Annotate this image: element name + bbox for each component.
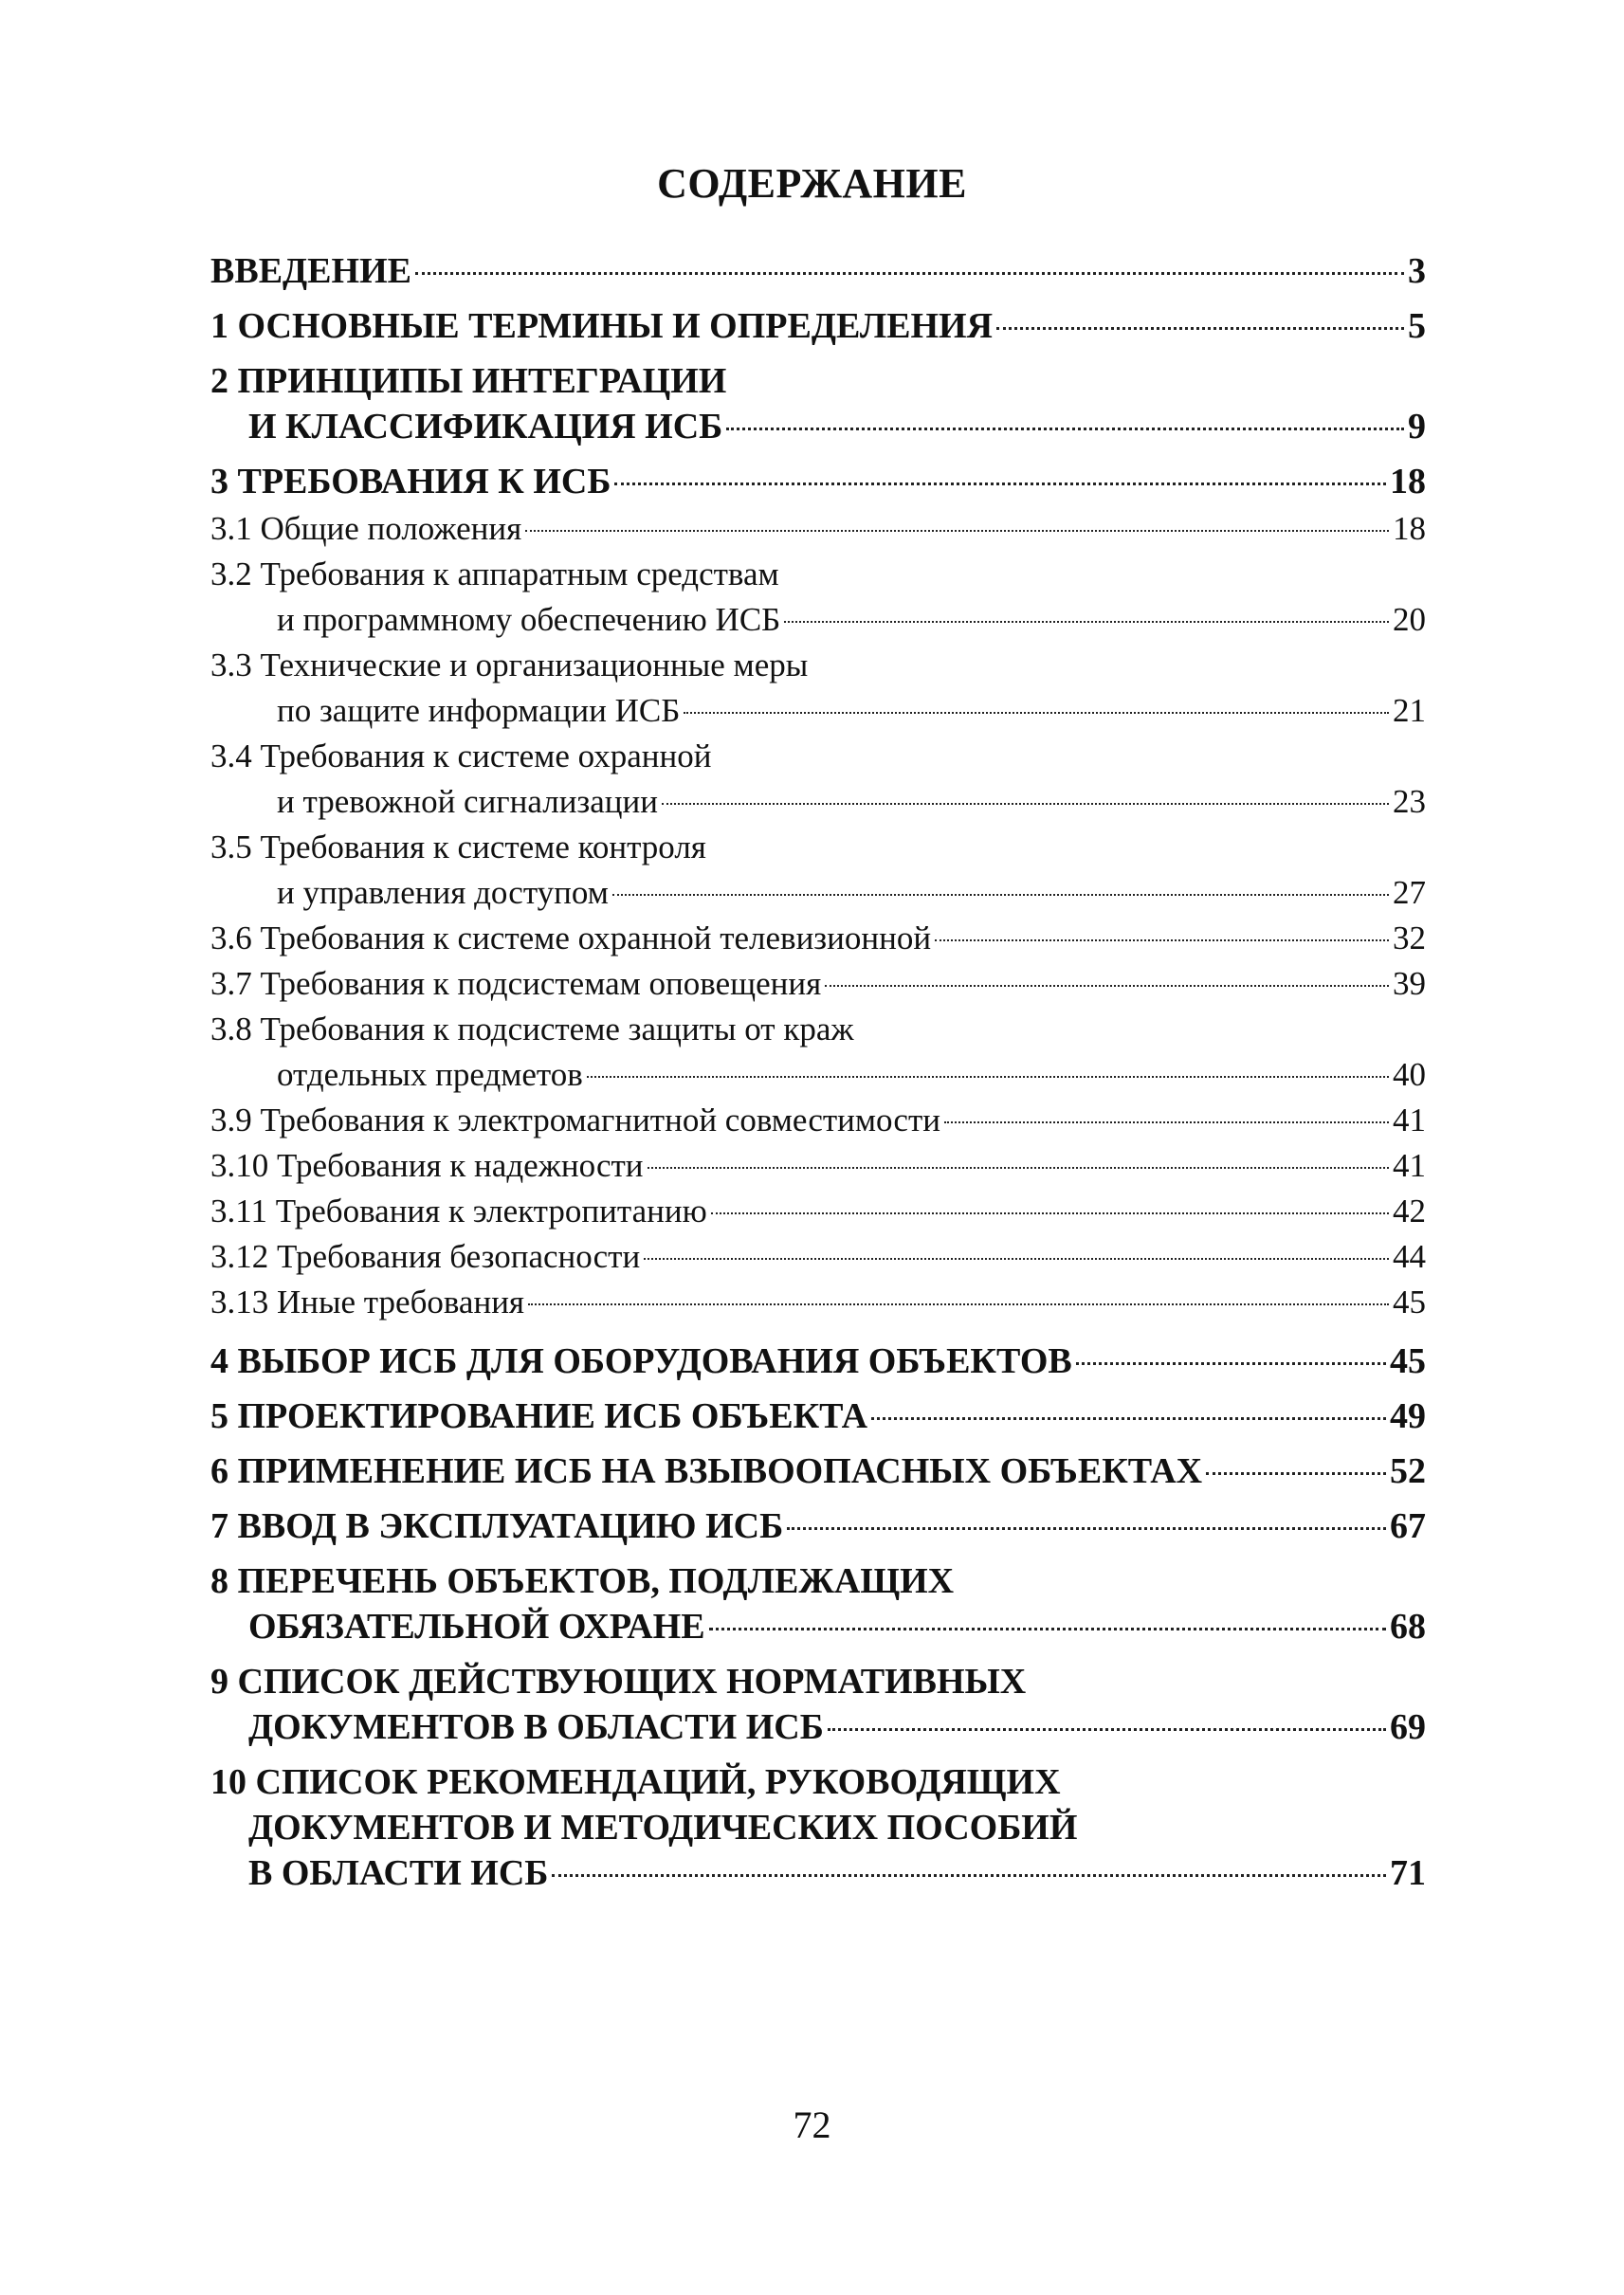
toc-page-number: 45 xyxy=(1393,1284,1426,1321)
toc-entry[interactable] xyxy=(210,1339,1426,1384)
toc-page-number: 41 xyxy=(1393,1147,1426,1184)
toc-entry[interactable] xyxy=(210,643,1426,734)
toc-entry-line xyxy=(210,506,1426,552)
toc-entry-line xyxy=(210,688,1426,734)
toc-entry[interactable] xyxy=(210,825,1426,916)
toc-entry-title: 6 ПРИМЕНЕНИЕ ИСБ НА ВЗЫВООПАСНЫХ ОБЪЕКТАХ xyxy=(210,1451,1203,1491)
toc-page-number: 23 xyxy=(1393,783,1426,820)
toc-entry[interactable] xyxy=(210,1393,1426,1439)
toc-page-number: 32 xyxy=(1393,920,1426,956)
toc-entry-line xyxy=(210,303,1426,349)
toc-page-number: 39 xyxy=(1393,965,1426,1002)
toc-entry[interactable] xyxy=(210,1234,1426,1280)
toc-entry-title: 3.10 Требования к надежности xyxy=(210,1147,644,1184)
dot-leader xyxy=(662,803,1389,805)
toc-page-number: 21 xyxy=(1393,692,1426,729)
toc-entry-line xyxy=(210,1280,1426,1325)
toc-entry-line xyxy=(210,1143,1426,1189)
toc-page-number: 9 xyxy=(1408,407,1426,446)
dot-leader xyxy=(944,1121,1389,1123)
toc-entry-line xyxy=(210,1805,1426,1850)
toc-entry-title: 3.9 Требования к электромагнитной совместимости xyxy=(210,1102,940,1138)
toc-entry-line xyxy=(210,1448,1426,1494)
toc-page-number: 18 xyxy=(1393,510,1426,547)
dot-leader xyxy=(648,1167,1389,1169)
toc-entry-line xyxy=(210,1052,1426,1098)
dot-leader xyxy=(525,530,1389,532)
toc-entry-line xyxy=(210,248,1426,294)
toc-entry[interactable] xyxy=(210,506,1426,552)
toc-entry-title: 3.1 Общие положения xyxy=(210,510,522,547)
toc-entry-title: 7 ВВОД В ЭКСПЛУАТАЦИЮ ИСБ xyxy=(210,1506,784,1546)
toc-entry-title: 3.8 Требования к подсистеме защиты от краж xyxy=(210,1011,854,1047)
dot-leader xyxy=(684,712,1389,714)
dot-leader xyxy=(711,1212,1389,1214)
toc-page-number: 44 xyxy=(1393,1238,1426,1275)
toc-entry[interactable] xyxy=(210,961,1426,1007)
dot-leader xyxy=(552,1874,1386,1877)
toc-entry-title: ВВЕДЕНИЕ xyxy=(210,251,411,291)
toc-entry-title: 3.5 Требования к системе контроля xyxy=(210,829,706,865)
table-of-contents xyxy=(210,248,1426,1905)
toc-entry-line xyxy=(210,1098,1426,1143)
toc-entry-line xyxy=(210,358,1426,404)
toc-entry-title: и программному обеспечению ИСБ xyxy=(277,601,781,638)
toc-entry-line xyxy=(210,1393,1426,1439)
toc-entry[interactable] xyxy=(210,1503,1426,1549)
toc-entry-title: 9 СПИСОК ДЕЙСТВУЮЩИХ НОРМАТИВНЫХ xyxy=(210,1662,1027,1702)
dot-leader xyxy=(644,1258,1389,1260)
toc-page-number: 52 xyxy=(1390,1451,1426,1491)
toc-entry[interactable] xyxy=(210,1280,1426,1325)
dot-leader xyxy=(871,1417,1386,1420)
toc-entry-title: 3.13 Иные требования xyxy=(210,1284,525,1321)
toc-entry-title: 10 СПИСОК РЕКОМЕНДАЦИЙ, РУКОВОДЯЩИХ xyxy=(210,1762,1061,1802)
toc-entry-title: и управления доступом xyxy=(277,874,609,911)
toc-entry-title: 4 ВЫБОР ИСБ ДЛЯ ОБОРУДОВАНИЯ ОБЪЕКТОВ xyxy=(210,1341,1072,1381)
dot-leader xyxy=(587,1076,1389,1078)
toc-entry-title: 3 ТРЕБОВАНИЯ К ИСБ xyxy=(210,462,611,501)
toc-entry[interactable] xyxy=(210,1558,1426,1649)
toc-entry-title: 3.6 Требования к системе охранной телевизионной xyxy=(210,920,932,956)
toc-entry[interactable] xyxy=(210,248,1426,294)
dot-leader xyxy=(935,939,1389,941)
toc-entry-title: 3.12 Требования безопасности xyxy=(210,1238,641,1275)
toc-entry[interactable] xyxy=(210,1098,1426,1143)
toc-entry-line xyxy=(210,1604,1426,1649)
toc-entry-title: отдельных предметов xyxy=(277,1056,583,1093)
toc-page-number: 69 xyxy=(1390,1707,1426,1747)
dot-leader xyxy=(612,894,1389,896)
toc-entry-line xyxy=(210,1659,1426,1704)
toc-entry-title: 1 ОСНОВНЫЕ ТЕРМИНЫ И ОПРЕДЕЛЕНИЯ xyxy=(210,306,994,346)
toc-entry-line xyxy=(210,1234,1426,1280)
toc-entry-title: 3.4 Требования к системе охранной xyxy=(210,738,712,774)
toc-page-number: 67 xyxy=(1390,1506,1426,1546)
toc-entry-title: 5 ПРОЕКТИРОВАНИЕ ИСБ ОБЪЕКТА xyxy=(210,1396,868,1436)
toc-entry-line xyxy=(210,1007,1426,1052)
toc-page-number: 40 xyxy=(1393,1056,1426,1093)
toc-entry-title: ДОКУМЕНТОВ И МЕТОДИЧЕСКИХ ПОСОБИЙ xyxy=(248,1808,1078,1848)
dot-leader xyxy=(528,1303,1389,1305)
toc-page-number: 49 xyxy=(1390,1396,1426,1436)
toc-entry-line xyxy=(210,643,1426,688)
toc-entry-title: ДОКУМЕНТОВ В ОБЛАСТИ ИСБ xyxy=(248,1707,824,1747)
dot-leader xyxy=(709,1628,1386,1630)
toc-entry-title: 8 ПЕРЕЧЕНЬ ОБЪЕКТОВ, ПОДЛЕЖАЩИХ xyxy=(210,1561,955,1601)
toc-entry-line xyxy=(210,552,1426,597)
toc-entry-line xyxy=(210,1704,1426,1750)
toc-entry-title: В ОБЛАСТИ ИСБ xyxy=(248,1853,549,1893)
toc-entry[interactable] xyxy=(210,1143,1426,1189)
toc-entry-line xyxy=(210,870,1426,916)
toc-page-number: 27 xyxy=(1393,874,1426,911)
toc-entry-line xyxy=(210,779,1426,825)
toc-page-number: 41 xyxy=(1393,1102,1426,1138)
toc-entry-title: И КЛАССИФИКАЦИЯ ИСБ xyxy=(248,407,723,446)
toc-page-number: 5 xyxy=(1408,306,1426,346)
toc-entry-line xyxy=(210,916,1426,961)
toc-entry-title: 3.3 Технические и организационные меры xyxy=(210,647,809,683)
toc-page-number: 71 xyxy=(1390,1853,1426,1893)
toc-entry[interactable] xyxy=(210,459,1426,504)
dot-leader xyxy=(787,1527,1386,1530)
toc-entry[interactable] xyxy=(210,303,1426,349)
toc-entry-title: 3.11 Требования к электропитанию xyxy=(210,1193,707,1229)
toc-page-number: 68 xyxy=(1390,1607,1426,1647)
dot-leader xyxy=(828,1728,1386,1731)
toc-page-number: 45 xyxy=(1390,1341,1426,1381)
toc-entry[interactable] xyxy=(210,734,1426,825)
toc-entry-title: ОБЯЗАТЕЛЬНОЙ ОХРАНЕ xyxy=(248,1607,705,1647)
dot-leader xyxy=(726,428,1404,430)
toc-entry-line xyxy=(210,961,1426,1007)
toc-entry-line xyxy=(210,1339,1426,1384)
toc-page-number: 42 xyxy=(1393,1193,1426,1229)
toc-entry-title: и тревожной сигнализации xyxy=(277,783,658,820)
dot-leader xyxy=(784,621,1389,623)
dot-leader xyxy=(825,985,1389,987)
toc-page-number: 18 xyxy=(1390,462,1426,501)
toc-entry[interactable] xyxy=(210,1189,1426,1234)
toc-entry[interactable] xyxy=(210,358,1426,449)
toc-entry-line xyxy=(210,1850,1426,1896)
toc-entry-line xyxy=(210,1189,1426,1234)
toc-entry-line xyxy=(210,1558,1426,1604)
toc-entry-line xyxy=(210,597,1426,643)
toc-entry-title: 2 ПРИНЦИПЫ ИНТЕГРАЦИИ xyxy=(210,361,727,401)
dot-leader xyxy=(415,272,1404,275)
toc-entry-line xyxy=(210,825,1426,870)
toc-entry-line xyxy=(210,1759,1426,1805)
toc-entry[interactable] xyxy=(210,1759,1426,1896)
toc-entry[interactable] xyxy=(210,552,1426,643)
toc-entry-line xyxy=(210,404,1426,449)
toc-entry-line xyxy=(210,1503,1426,1549)
toc-entry-line xyxy=(210,734,1426,779)
toc-entry[interactable] xyxy=(210,1659,1426,1750)
dot-leader xyxy=(1206,1472,1386,1475)
dot-leader xyxy=(996,327,1404,330)
dot-leader xyxy=(1076,1362,1386,1365)
dot-leader xyxy=(614,483,1386,485)
toc-page-number: 3 xyxy=(1408,251,1426,291)
toc-entry[interactable] xyxy=(210,1448,1426,1494)
toc-entry[interactable] xyxy=(210,1007,1426,1098)
page-number: 72 xyxy=(793,2104,831,2146)
toc-entry-line xyxy=(210,459,1426,504)
toc-entry-title: по защите информации ИСБ xyxy=(277,692,681,729)
toc-entry-title: 3.7 Требования к подсистемам оповещения xyxy=(210,965,822,1002)
toc-entry[interactable] xyxy=(210,916,1426,961)
toc-entry-title: 3.2 Требования к аппаратным средствам xyxy=(210,556,779,592)
page-title: СОДЕРЖАНИЕ xyxy=(657,160,967,207)
toc-page-number: 20 xyxy=(1393,601,1426,638)
